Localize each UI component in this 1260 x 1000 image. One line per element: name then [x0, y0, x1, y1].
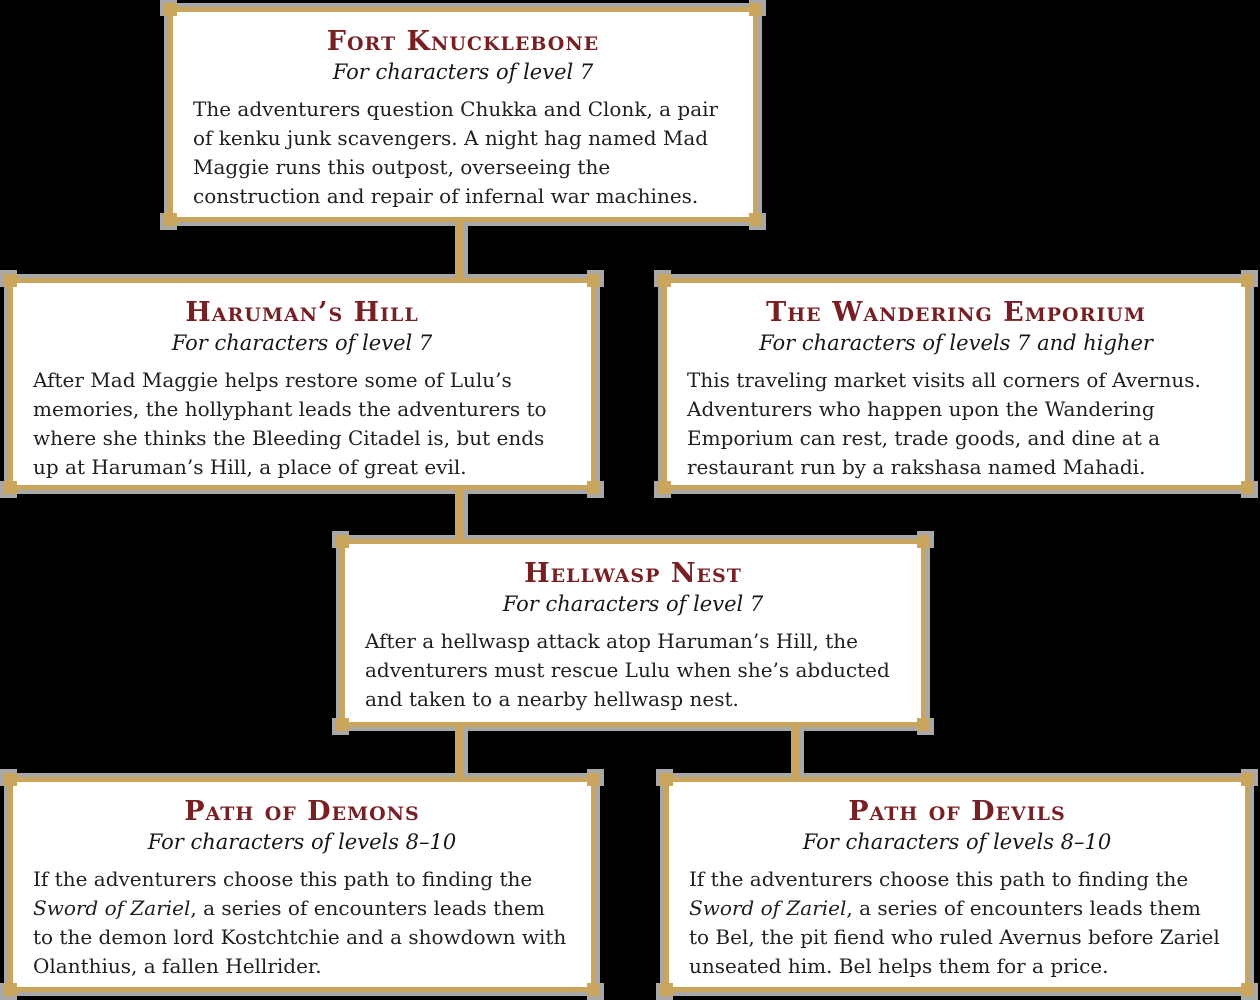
corner-ornament-bottom-left — [658, 481, 671, 494]
connector-hellwasp-to-devils — [791, 727, 799, 777]
corner-ornament-top-right — [749, 3, 762, 16]
corner-ornament-bottom-left — [660, 983, 673, 996]
node-body: The adventurers question Chukka and Clonk, a pair of kenku junk scavengers. A night hag named Mad Maggie runs this outpost, overseeing the construction and repair of infernal war machines. — [193, 97, 719, 208]
node-path-of-devils — [664, 777, 1250, 992]
node-path-of-demons — [8, 777, 596, 992]
node-subtitle: For characters of levels 7 and higher — [759, 331, 1153, 355]
corner-ornament-top-right — [917, 535, 930, 548]
node-title: Path of Demons — [184, 796, 420, 827]
corner-ornament-top-right — [1241, 773, 1254, 786]
node-subtitle: For characters of levels 8–10 — [147, 830, 457, 854]
corner-ornament-top-left — [336, 535, 349, 548]
node-title: Hellwasp Nest — [524, 558, 742, 589]
corner-ornament-bottom-right — [587, 481, 600, 494]
node-hellwasp-nest — [340, 539, 926, 727]
corner-ornament-bottom-left — [4, 481, 17, 494]
node-body: After a hellwasp attack atop Haruman’s Hill, the adventurers must rescue Lulu when she’s abducted and taken to a nearby hellwasp nest. — [365, 629, 890, 711]
corner-ornament-top-left — [4, 274, 17, 287]
node-title: The Wandering Emporium — [766, 297, 1146, 328]
corner-ornament-top-right — [587, 274, 600, 287]
corner-ornament-bottom-right — [917, 718, 930, 731]
node-body: If the adventurers choose this path to finding the Sword of Zariel, a series of encounters leads them to the demon lord Kostchtchie and a showdown with Olanthius, a fallen Hellrider. — [33, 867, 567, 978]
node-title: Path of Devils — [848, 796, 1066, 827]
connector-hellwasp-to-demons — [455, 727, 463, 777]
corner-ornament-bottom-right — [1241, 481, 1254, 494]
node-fort-knucklebone — [168, 7, 758, 222]
corner-ornament-bottom-left — [336, 718, 349, 731]
corner-ornament-top-right — [1241, 274, 1254, 287]
corner-ornament-bottom-right — [1241, 983, 1254, 996]
connector-fort-to-haruman — [455, 222, 463, 278]
corner-ornament-top-left — [164, 3, 177, 16]
corner-ornament-top-left — [658, 274, 671, 287]
node-harumans-hill — [8, 278, 596, 490]
node-subtitle: For characters of level 7 — [171, 331, 433, 355]
corner-ornament-top-left — [4, 773, 17, 786]
node-body: If the adventurers choose this path to finding the Sword of Zariel, a series of encounters leads them to Bel, the pit fiend who ruled Avernus before Zariel unseated him. Bel helps them for a price. — [689, 867, 1220, 978]
node-subtitle: For characters of level 7 — [332, 60, 594, 84]
node-body: After Mad Maggie helps restore some of Lulu’s memories, the hollyphant leads the adventurers to where she thinks the Bleeding Citadel is, but ends up at Haruman’s Hill, a place of great evil. — [33, 368, 547, 479]
node-subtitle: For characters of levels 8–10 — [802, 830, 1112, 854]
connector-haruman-to-hellwasp — [455, 490, 463, 539]
node-title: Haruman’s Hill — [185, 297, 419, 328]
corner-ornament-bottom-right — [749, 213, 762, 226]
corner-ornament-top-right — [587, 773, 600, 786]
node-body: This traveling market visits all corners of Avernus. Adventurers who happen upon the Wandering Emporium can rest, trade goods, and dine at a restaurant run by a rakshasa named Mahadi. — [687, 368, 1201, 479]
node-wandering-emporium — [662, 278, 1250, 490]
node-title: Fort Knucklebone — [326, 26, 600, 57]
corner-ornament-bottom-left — [164, 213, 177, 226]
corner-ornament-bottom-left — [4, 983, 17, 996]
corner-ornament-bottom-right — [587, 983, 600, 996]
corner-ornament-top-left — [660, 773, 673, 786]
node-subtitle: For characters of level 7 — [502, 592, 764, 616]
